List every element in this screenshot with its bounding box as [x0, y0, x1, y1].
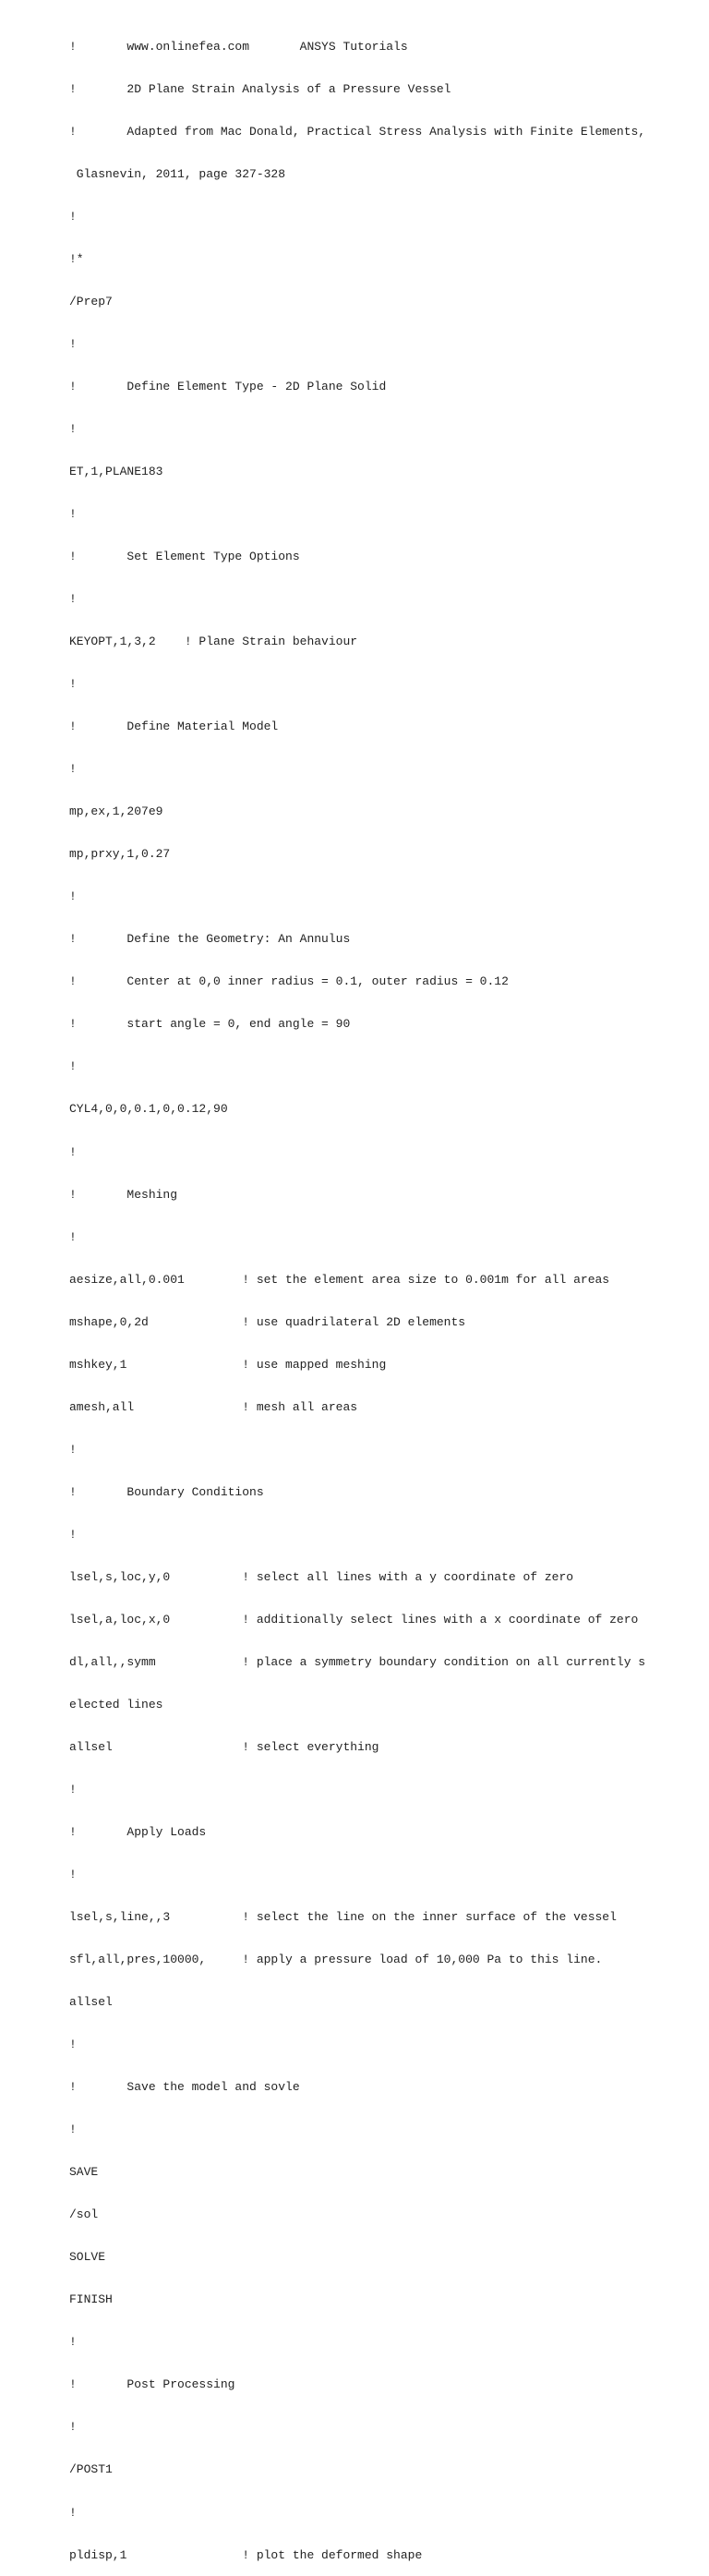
- code-line: pldisp,1 ! plot the deformed shape: [69, 2547, 423, 2562]
- code-line: mp,prxy,1,0.27: [69, 847, 171, 862]
- code-line: !: [69, 2122, 77, 2137]
- code-line: !: [69, 2335, 77, 2350]
- code-line: !: [69, 1527, 77, 1542]
- code-line: ! Set Element Type Options: [69, 550, 300, 564]
- document-body: [69, 11, 697, 2576]
- code-line: !: [69, 1868, 77, 1882]
- code-line: ! www.onlinefea.com ANSYS Tutorials: [69, 39, 408, 54]
- code-line: !: [69, 2505, 77, 2520]
- code-line: !: [69, 1059, 77, 1074]
- code-line: sfl,all,pres,10000, ! apply a pressure load of 10,000 Pa to this line.: [69, 1953, 603, 1967]
- code-line: !: [69, 1144, 77, 1159]
- code-line: !: [69, 209, 77, 224]
- code-line: !: [69, 889, 77, 904]
- code-line: !: [69, 1229, 77, 1244]
- code-line: !: [69, 592, 77, 607]
- code-line: /sol: [69, 2207, 99, 2222]
- code-line: ! Meshing: [69, 1187, 178, 1202]
- code-line: allsel ! select everything: [69, 1739, 379, 1754]
- code-line: ! Adapted from Mac Donald, Practical Stress Analysis with Finite Elements,: [69, 124, 646, 139]
- code-line: !: [69, 336, 77, 351]
- code-line: !: [69, 762, 77, 777]
- code-line: FINISH: [69, 2292, 113, 2307]
- code-line: SOLVE: [69, 2250, 106, 2265]
- code-line: /Prep7: [69, 294, 113, 308]
- code-line: lsel,a,loc,x,0 ! additionally select lines with a x coordinate of zero: [69, 1612, 639, 1627]
- code-line: !: [69, 1442, 77, 1457]
- code-line: ! Define Element Type - 2D Plane Solid: [69, 379, 387, 393]
- code-line: !*: [69, 251, 84, 266]
- code-line: !: [69, 421, 77, 436]
- code-line: mshkey,1 ! use mapped meshing: [69, 1357, 387, 1372]
- code-line: !: [69, 507, 77, 522]
- code-line: ! Define the Geometry: An Annulus: [69, 932, 351, 947]
- code-line: ! Boundary Conditions: [69, 1484, 264, 1499]
- code-line: ! Center at 0,0 inner radius = 0.1, outer radius = 0.12: [69, 974, 509, 989]
- code-line: ET,1,PLANE183: [69, 465, 163, 478]
- code-line: ! Define Material Model: [69, 720, 279, 734]
- code-line: KEYOPT,1,3,2 ! Plane Strain behaviour: [69, 635, 358, 649]
- code-line: Glasnevin, 2011, page 327-328: [69, 166, 286, 181]
- code-line: amesh,all ! mesh all areas: [69, 1399, 358, 1414]
- code-line: ! Apply Loads: [69, 1825, 207, 1839]
- code-line: ! Post Processing: [69, 2377, 235, 2392]
- code-line: CYL4,0,0,0.1,0,0.12,90: [69, 1102, 228, 1117]
- code-line: ! 2D Plane Strain Analysis of a Pressure Vessel: [69, 81, 451, 96]
- code-line: !: [69, 677, 77, 692]
- code-line: ! start angle = 0, end angle = 90: [69, 1017, 351, 1032]
- code-line: elected lines: [69, 1697, 163, 1711]
- code-line: dl,all,,symm ! place a symmetry boundary condition on all currently s: [69, 1654, 646, 1669]
- code-line: lsel,s,line,,3 ! select the line on the inner surface of the vessel: [69, 1910, 617, 1925]
- code-line: !: [69, 1782, 77, 1796]
- code-line: aesize,all,0.001 ! set the element area size to 0.001m for all areas: [69, 1272, 610, 1287]
- code-line: !: [69, 2038, 77, 2052]
- code-line: allsel: [69, 1995, 113, 2010]
- code-line: mp,ex,1,207e9: [69, 804, 163, 819]
- code-line: SAVE: [69, 2165, 99, 2180]
- code-line: lsel,s,loc,y,0 ! select all lines with a y coordinate of zero: [69, 1569, 574, 1584]
- code-line: mshape,0,2d ! use quadrilateral 2D elements: [69, 1314, 466, 1329]
- code-line: ! Save the model and sovle: [69, 2080, 300, 2095]
- code-line: !: [69, 2420, 77, 2435]
- code-line: /POST1: [69, 2462, 113, 2477]
